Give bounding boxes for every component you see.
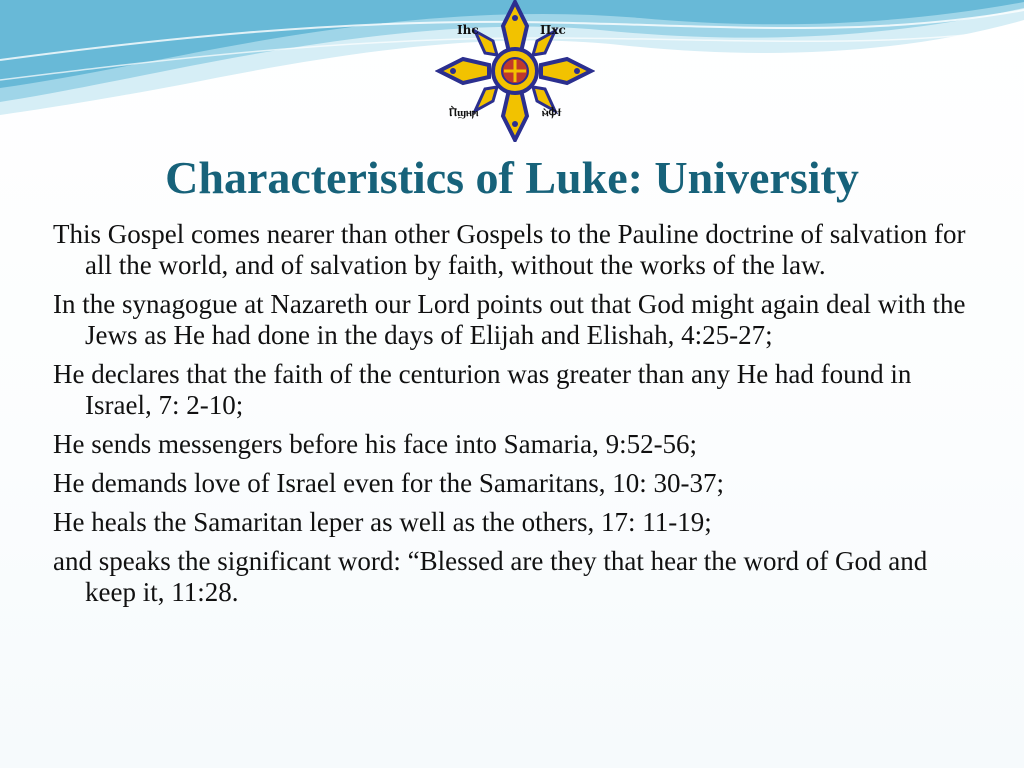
logo-letters-top-right: Πxc [540, 23, 566, 37]
body-paragraph-list [53, 219, 978, 616]
logo-letters-bottom-left: Ⲡ̀ϣⲏⲣⲓ [449, 106, 479, 119]
logo-letters-top-left: Ihc [457, 23, 479, 37]
body-paragraph: He demands love of Israel even for the Samaritans, 10: 30-37; [53, 468, 725, 498]
body-paragraph: He declares that the faith of the centurion was greater than any He had found in Israel, 7: 2-10; [53, 359, 912, 420]
logo-letters-bottom-right: ⲙ̀Ⲫϯ [542, 106, 562, 119]
body-paragraph: He heals the Samaritan leper as well as the others, 17: 11-19; [53, 507, 712, 537]
body-paragraph: and speaks the significant word: “Blessed are they that hear the word of God and keep it, 11:28. [53, 546, 928, 607]
body-paragraph: In the synagogue at Nazareth our Lord points out that God might again deal with the Jews as He had done in the days of Elijah and Elishah, 4:25-27; [53, 289, 966, 350]
coptic-cross-logo [435, 0, 595, 142]
body-paragraph: This Gospel comes nearer than other Gospels to the Pauline doctrine of salvation for all the world, and of salvation by faith, without the works of the law. [53, 219, 966, 280]
body-paragraph: He sends messengers before his face into Samaria, 9:52-56; [53, 429, 698, 459]
slide-title: Characteristics of Luke: University [165, 152, 859, 203]
